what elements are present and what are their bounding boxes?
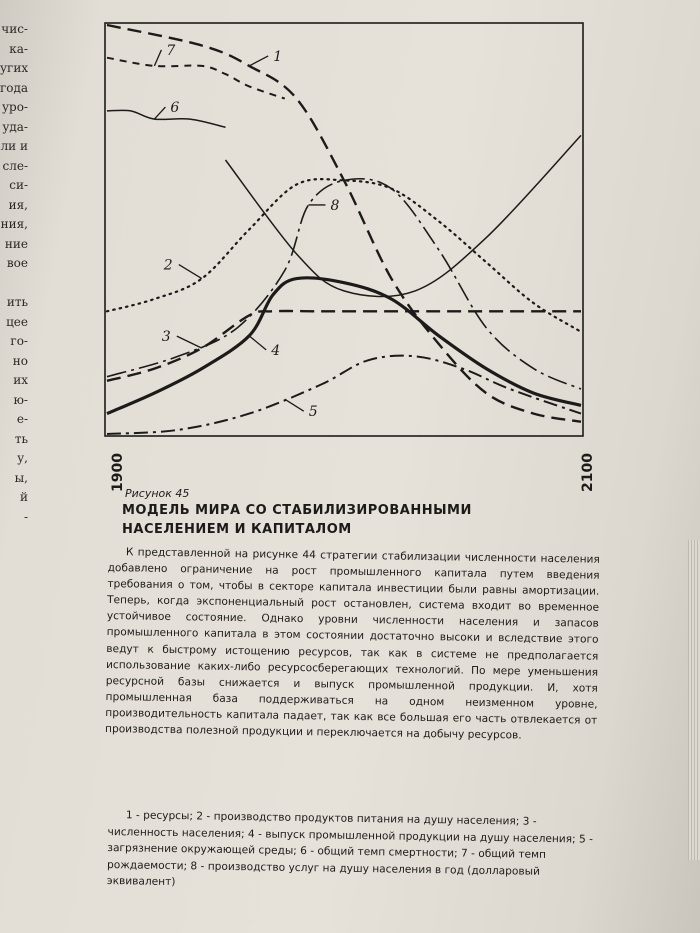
curve-label-6: 6 — [170, 100, 180, 117]
left-column-fragment: й — [20, 490, 28, 504]
leader-line-2 — [179, 265, 202, 279]
left-column-fragment: года — [0, 80, 28, 95]
leader-line-4 — [249, 336, 266, 350]
figure-legend — [107, 807, 600, 897]
leader-line-6 — [154, 107, 165, 119]
x-axis-start-label: 1900 — [110, 453, 126, 492]
leader-line-7 — [154, 50, 161, 66]
left-column-fragment: го- — [10, 334, 28, 348]
left-column-fragment: уда- — [2, 119, 28, 134]
series-line-6 — [107, 110, 226, 127]
left-column-fragment: цее — [6, 314, 28, 329]
series-line-3 — [107, 311, 581, 381]
left-column-fragment: ть — [14, 431, 28, 446]
left-column-fragment: чис- — [1, 22, 28, 36]
left-column-fragment: у, — [17, 451, 28, 465]
left-column-fragment: ние — [4, 236, 28, 251]
series-line-unlabeled — [226, 135, 582, 296]
plot-frame — [105, 23, 583, 436]
curve-label-7: 7 — [166, 42, 176, 59]
left-column-fragment: си- — [9, 178, 28, 192]
left-column-fragment: угих — [0, 61, 28, 75]
leader-line-3 — [177, 336, 202, 348]
left-column-fragment: сле- — [2, 158, 28, 173]
left-column-fragment: ния, — [0, 217, 28, 231]
series-line-4 — [107, 278, 581, 414]
page-edge-stack — [688, 540, 700, 860]
curve-label-4: 4 — [271, 342, 281, 359]
body-text — [105, 544, 600, 745]
left-column-fragment: ка- — [9, 41, 28, 56]
series-line-2 — [107, 179, 581, 332]
curve-labels — [154, 43, 339, 420]
left-column-fragment: их — [13, 373, 28, 387]
left-column-fragment: но — [12, 353, 28, 368]
series-line-7 — [107, 58, 285, 99]
curve-label-8: 8 — [330, 197, 340, 214]
x-axis-end-label: 2100 — [580, 453, 596, 492]
series-line-1 — [107, 25, 581, 422]
figure-title-line-1: МОДЕЛЬ МИРА СО СТАБИЛИЗИРОВАННЫМИ — [122, 503, 472, 518]
body-paragraph: К представленной на рисунке 44 стратегии стабилизации численности населения добавлено ограничение на рост промышленного капитала путем введения требования о том, чтобы в секторе капитала инвестиции были равны амортизации. Теперь, когда экспоненциальный рост остановлен, система входит во временное устойчивое состояние. Однако уровни численности населения и запасов промышленного капитала в этом состоянии достаточно высоки и вследствие этого ведут к быстрому истощению ресурсов, так как в системе не предполагается использование каких-либо ресурсосберегающих технологий. По мере уменьшения ресурсной базы снижается и выпуск промышленной продукции. И, хотя промышленная база поддерживаться на одном неизменном уровне, производительность капитала падает, так как все большая его часть отвлекается от производства полезной продукции и переключается на добычу ресурсов. — [104, 546, 600, 742]
left-column-fragment: ия, — [8, 197, 28, 212]
curve-label-1: 1 — [273, 48, 283, 65]
left-column-fragment: - — [23, 509, 28, 524]
series-layer — [107, 25, 581, 434]
left-column-fragment: вое — [6, 256, 28, 270]
curve-label-3: 3 — [161, 329, 171, 346]
leader-line-5 — [285, 399, 304, 411]
left-column-fragment: е- — [16, 412, 28, 426]
left-column-fragment: уро- — [1, 100, 28, 114]
curve-label-5: 5 — [308, 404, 318, 421]
left-column-fragment: ю- — [13, 392, 28, 407]
left-column-fragment: ли и — [0, 139, 28, 153]
figure-number: Рисунок 45 — [125, 487, 190, 500]
left-column-fragment: ы, — [14, 470, 28, 485]
leader-line-1 — [249, 56, 268, 66]
series-line-5 — [107, 356, 581, 434]
legend-text: 1 - ресурсы; 2 - производство продуктов питания на душу населения; 3 - численность населения; 4 - выпуск промышленной продукции на душу населения; 5 - загрязнение окружающей среды; 6 - общий темп смертности; 7 - общий темп рождаемости; 8 - производство услуг на душу населения в год (долларовый эквивалент) — [106, 809, 594, 889]
figure-title-line-2: НАСЕЛЕНИЕМ И КАПИТАЛОМ — [122, 522, 352, 537]
left-column-fragment: ить — [6, 295, 28, 309]
figure-title — [122, 501, 602, 539]
curve-label-2: 2 — [163, 257, 173, 274]
